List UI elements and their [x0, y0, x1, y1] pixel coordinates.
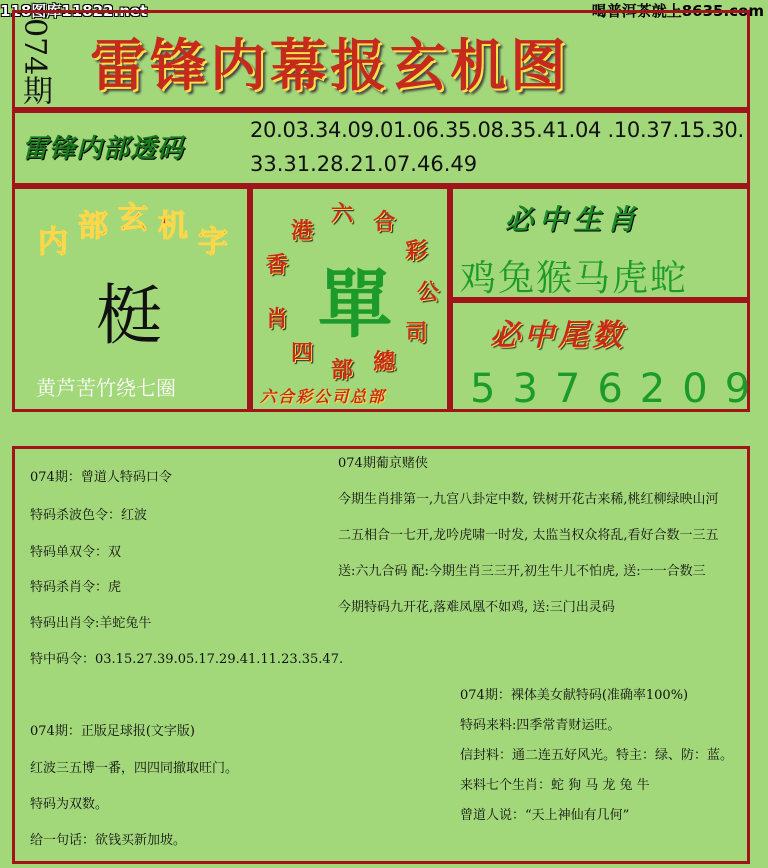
info-line: 信封料：通二连五好风光。特主：绿、防：蓝。: [460, 748, 734, 763]
ring-char: 四: [290, 340, 313, 367]
svg-text:内部玄机字: [38, 201, 228, 260]
info-line: 074期：曾道人特码口令: [30, 470, 172, 485]
weishu-numbers: 5376209: [470, 366, 768, 412]
weishu-label: 必中尾数: [490, 318, 626, 353]
left-label-char: 部: [78, 209, 108, 244]
left-label-char: 机: [158, 209, 188, 244]
info-line: 特码出肖令:羊蛇兔牛: [30, 616, 152, 631]
ring-char: 總: [373, 349, 396, 376]
info-line: 曾道人说：“天上神仙有几何”: [460, 808, 630, 823]
left-panel-label-arc: [30, 200, 240, 270]
neibu-numbers-line1: 20.03.34.09.01.06.35.08.35.41.04 .10.37.15.30.: [250, 118, 744, 142]
left-label-char: 内: [38, 225, 68, 260]
ring-char: 司: [405, 320, 428, 347]
big-char: 梃: [96, 277, 162, 354]
ring-char: 香: [265, 252, 288, 279]
ring-char: 公: [417, 279, 440, 305]
ring-char: 彩: [405, 237, 428, 264]
info-line: 特码杀肖令：虎: [30, 580, 122, 595]
info-line: 送:六九合码 配:今期生肖三三开,初生牛儿不怕虎, 送:一一合数三: [338, 564, 706, 579]
site-right-text: 喝普洱茶就上8635.com: [591, 2, 764, 20]
info-line: 今期生肖排第一,九宫八卦定中数, 铁树开花古来稀,桃红柳绿映山河: [338, 492, 719, 507]
info-line: 074期：正版足球报(文字版): [30, 724, 195, 739]
neibu-numbers-line2: 33.31.28.21.07.46.49: [250, 152, 478, 176]
info-line: 红波三五博一番，四四同撤取旺门。: [30, 761, 239, 776]
issue-label: 074期: [17, 18, 52, 106]
info-line: 特码单双令：双: [30, 545, 122, 560]
info-line: 特中码令：03.15.27.39.05.17.29.41.11.23.35.47.: [30, 652, 344, 667]
dan-char: 單: [318, 262, 392, 348]
left-label-char: 玄: [118, 201, 148, 236]
left-caption: 黄芦苦竹绕七圈: [36, 376, 176, 400]
ring-char: 港: [290, 217, 313, 244]
left-panel-label: [30, 200, 240, 270]
info-line: 今期特码九开花,落难凤凰不如鸡, 送:三门出灵码: [338, 600, 615, 615]
zodiac-list: 鸡兔猴马虎蛇: [460, 258, 689, 299]
info-line: 特码杀波色令：红波: [30, 508, 148, 523]
info-line: 074期：裸体美女献特码(准确率100%): [460, 688, 689, 703]
info-line: 特码来料:四季常青财运旺。: [460, 718, 621, 733]
info-line: 特码为双数。: [30, 797, 109, 812]
left-label-char: 字: [198, 225, 228, 260]
info-line: 074期葡京赌侠: [338, 456, 428, 471]
bizhong-label: 必中生肖: [505, 203, 642, 236]
neibu-label: 雷锋内部透码: [22, 134, 185, 164]
info-line: 给一句话：欲钱买新加坡。: [30, 833, 187, 848]
ring-char: 合: [373, 208, 396, 235]
site-left-text: 118图库11822.net: [0, 2, 148, 20]
page-title: 雷锋内幕报玄机图: [90, 33, 570, 99]
company-label: 六合彩公司总部: [260, 387, 387, 406]
ring-char: 部: [330, 356, 353, 383]
info-line: 来料七个生肖：蛇 狗 马 龙 兔 牛: [460, 778, 650, 793]
info-line: 二五相合一七开,龙吟虎啸一时发, 太监当权众将乱,看好合数一三五: [338, 528, 719, 543]
ring-char: 六: [330, 201, 353, 228]
ring-char: 肖: [265, 305, 288, 332]
